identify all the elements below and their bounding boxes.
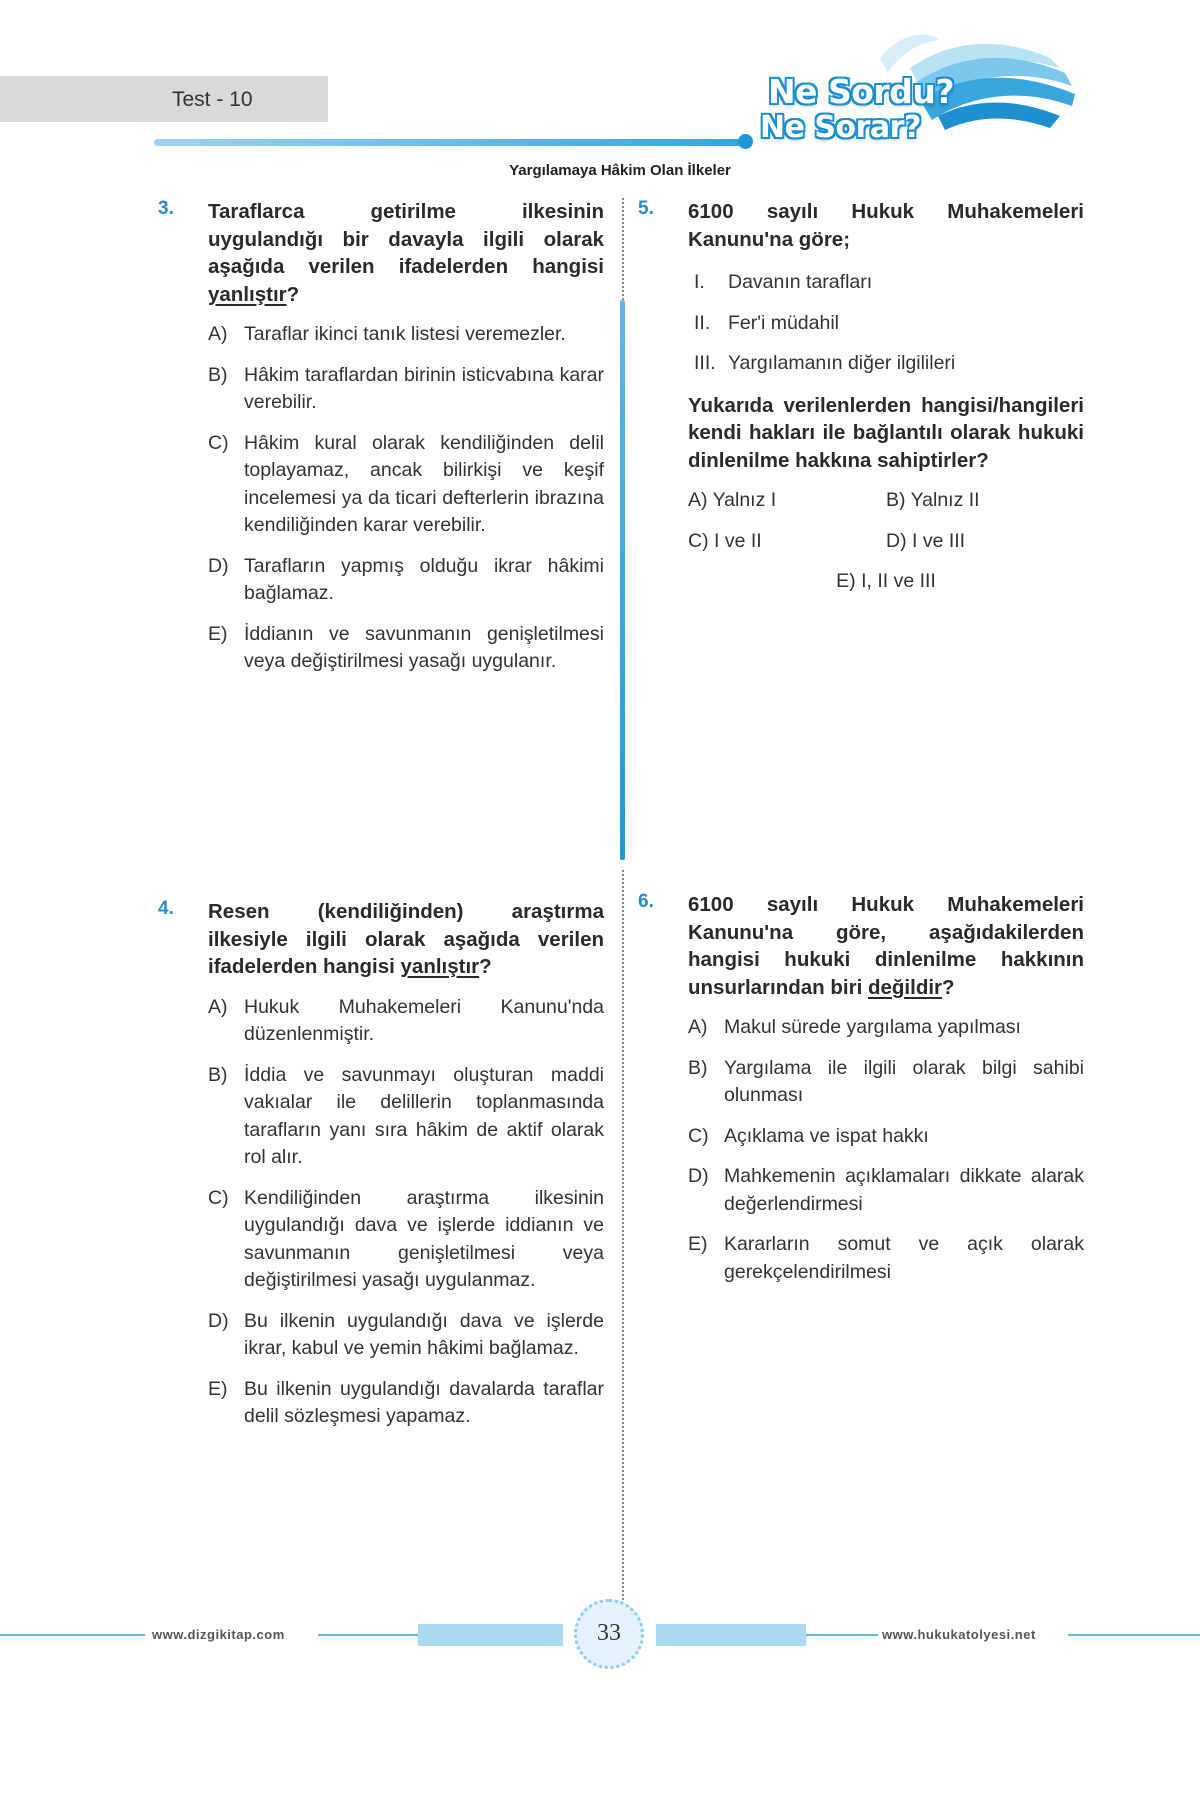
option-c[interactable] <box>208 430 604 540</box>
option-letter: B) <box>886 489 906 511</box>
option-text: Yargılama ile ilgili olarak bilgi sahibi olunması <box>724 1056 1084 1106</box>
option-letter: D) <box>886 529 907 552</box>
header-line <box>154 139 744 146</box>
option-text: I ve III <box>912 529 966 552</box>
options-row <box>688 528 1084 556</box>
option-letter: E) <box>836 570 856 592</box>
question-stem <box>208 198 604 308</box>
option-letter: C) <box>688 1124 709 1147</box>
option-text: Hâkim taraflardan birinin isticvabına karar verebilir. <box>244 363 604 413</box>
roman-item-2 <box>688 310 1084 338</box>
option-c[interactable] <box>688 528 886 556</box>
option-letter: C) <box>688 529 709 552</box>
option-a[interactable] <box>688 1014 1084 1042</box>
option-c[interactable] <box>208 1185 604 1295</box>
option-letter: E) <box>208 1377 228 1400</box>
option-letter: D) <box>208 1309 229 1332</box>
option-text: Mahkemenin açıklamaları dikkate alarak değerlendirmesi <box>724 1165 1084 1215</box>
footer-line-left <box>0 1634 145 1636</box>
question-stem <box>208 898 604 981</box>
section-title: Yargılamaya Hâkim Olan İlkeler <box>509 162 731 179</box>
test-label-tab <box>0 76 328 122</box>
option-c[interactable] <box>688 1123 1084 1151</box>
stem-end: ? <box>479 955 492 978</box>
option-letter: A) <box>688 1016 708 1038</box>
question-stem: 6100 sayılı Hukuk Muhakemeleri Kanunu'na göre; <box>688 200 1084 251</box>
stem-underlined: değildir <box>867 975 943 999</box>
option-text: I, II ve III <box>861 570 936 592</box>
column-divider-dotted-bottom <box>622 870 624 1600</box>
option-d[interactable] <box>208 1308 604 1363</box>
page-number: 33 <box>597 1620 621 1646</box>
option-e[interactable] <box>688 1231 1084 1286</box>
option-d[interactable] <box>886 528 1084 556</box>
option-text: Kendiliğinden araştırma ilkesinin uygulandığı dava ve işlerde iddianın ve savunmanın genişletilmesi veya değiştirilmesi yasağı uygulanmaz. <box>244 1186 604 1291</box>
stem-end: ? <box>942 975 955 999</box>
question-stem-2: Yukarıda verilenlerden hangisi/hangileri kendi hakları ile bağlantılı olarak hukuki dinlenilme hakkına sahiptirler? <box>688 393 1084 472</box>
option-text: İddianın ve savunmanın genişletilmesi veya değiştirilmesi yasağı uygulanır. <box>244 622 604 672</box>
option-b[interactable] <box>208 362 604 417</box>
option-text: Makul sürede yargılama yapılması <box>724 1016 1021 1038</box>
stem-end: ? <box>286 282 300 306</box>
question-number: 5. <box>638 198 654 219</box>
logo-line-1: Ne Sordu? <box>768 72 954 111</box>
roman-numeral: II. <box>694 311 711 334</box>
footer-url-left[interactable]: www.dizgikitap.com <box>152 1627 285 1642</box>
options-row <box>688 487 1084 515</box>
option-letter: E) <box>208 622 228 645</box>
question-stem <box>688 891 1084 1001</box>
option-text: Yalnız II <box>910 489 980 511</box>
answer-options <box>688 487 1084 596</box>
question-number: 4. <box>158 898 174 919</box>
option-letter: E) <box>688 1233 708 1255</box>
header-dot <box>738 134 753 149</box>
option-letter: A) <box>208 995 228 1018</box>
option-letter: D) <box>208 554 229 577</box>
option-text: Hukuk Muhakemeleri Kanunu'nda düzenlenmiştir. <box>244 995 604 1045</box>
option-text: Bu ilkenin uygulandığı davalarda taraflar delil sözleşmesi yapamaz. <box>244 1377 604 1427</box>
roman-item-3 <box>688 350 1084 378</box>
option-text: Tarafların yapmış olduğu ikrar hâkimi bağlamaz. <box>244 554 604 604</box>
question-number: 6. <box>638 891 654 912</box>
option-letter: A) <box>688 489 708 511</box>
option-d[interactable] <box>688 1163 1084 1218</box>
option-b[interactable] <box>208 1062 604 1172</box>
question-5 <box>638 198 1084 596</box>
footer-bar-right <box>656 1624 806 1646</box>
option-text: Hâkim kural olarak kendiliğinden delil toplayamaz, ancak bilirkişi ve keşif incelemesi ya da ticari defterlerin ibrazına kendiliğinden karar verebilir. <box>244 431 604 536</box>
option-a[interactable] <box>688 487 886 515</box>
roman-item-1 <box>688 269 1084 297</box>
option-text: Kararların somut ve açık olarak gerekçelendirilmesi <box>724 1233 1084 1283</box>
footer-line-right-inner <box>806 1634 878 1636</box>
question-number: 3. <box>158 198 174 219</box>
question-6 <box>638 891 1084 1286</box>
roman-numeral: I. <box>694 271 705 293</box>
stem-text: Taraflarca getirilme ilkesinin uygulandığı bir davayla ilgili olarak aşağıda verilen ifadelerden hangisi <box>208 200 604 278</box>
option-e[interactable] <box>688 568 1084 596</box>
column-divider-dotted-top <box>622 198 624 308</box>
roman-text: Fer'i müdahil <box>728 311 840 334</box>
footer-url-right[interactable]: www.hukukatolyesi.net <box>882 1627 1036 1642</box>
footer-bar-left <box>418 1624 563 1646</box>
stem-underlined: yanlıştır <box>400 955 480 978</box>
test-label: Test - 10 <box>172 88 253 111</box>
question-3 <box>158 198 604 676</box>
column-divider-blue <box>620 300 625 860</box>
option-e[interactable] <box>208 621 604 676</box>
logo <box>760 28 1080 148</box>
option-text: İddia ve savunmayı oluşturan maddi vakıalar ile delillerin toplanmasında tarafların yanı sıra hâkim de aktif olarak rol alır. <box>244 1063 604 1168</box>
option-text: Bu ilkenin uygulandığı dava ve işlerde ikrar, kabul ve yemin hâkimi bağlamaz. <box>244 1309 604 1359</box>
option-b[interactable] <box>688 1055 1084 1110</box>
stem-text: 6100 sayılı Hukuk Muhakemeleri Kanunu'na göre, aşağıdakilerden hangisi hukuki dinlenilme hakkının unsurlarından biri <box>688 893 1084 999</box>
option-letter: D) <box>688 1165 709 1187</box>
option-text: Taraflar ikinci tanık listesi veremezler. <box>244 323 566 345</box>
option-text: Yalnız I <box>712 489 777 511</box>
question-4 <box>158 898 604 1431</box>
option-letter: B) <box>688 1056 708 1079</box>
option-d[interactable] <box>208 553 604 608</box>
roman-numeral: III. <box>694 352 716 374</box>
stem-underlined: yanlıştır <box>208 282 287 306</box>
option-letter: B) <box>208 1063 228 1086</box>
logo-line-2: Ne Sorar? <box>760 110 921 145</box>
option-a[interactable] <box>208 321 604 349</box>
stem-text: Resen (kendiliğinden) araştırma ilkesiyle ilgili olarak aşağıda verilen ifadelerden hangisi <box>208 900 604 978</box>
option-text: Açıklama ve ispat hakkı <box>724 1124 929 1147</box>
option-e[interactable] <box>208 1376 604 1431</box>
option-letter: C) <box>208 1186 229 1209</box>
option-a[interactable] <box>208 994 604 1049</box>
footer-line-right <box>1068 1634 1200 1636</box>
option-text: I ve II <box>714 529 762 552</box>
option-letter: B) <box>208 363 228 386</box>
option-b[interactable] <box>886 487 1084 515</box>
roman-text: Davanın tarafları <box>728 271 873 293</box>
option-letter: C) <box>208 431 229 454</box>
option-letter: A) <box>208 323 228 345</box>
roman-text: Yargılamanın diğer ilgilileri <box>728 352 956 374</box>
footer-line-left-inner <box>318 1634 418 1636</box>
